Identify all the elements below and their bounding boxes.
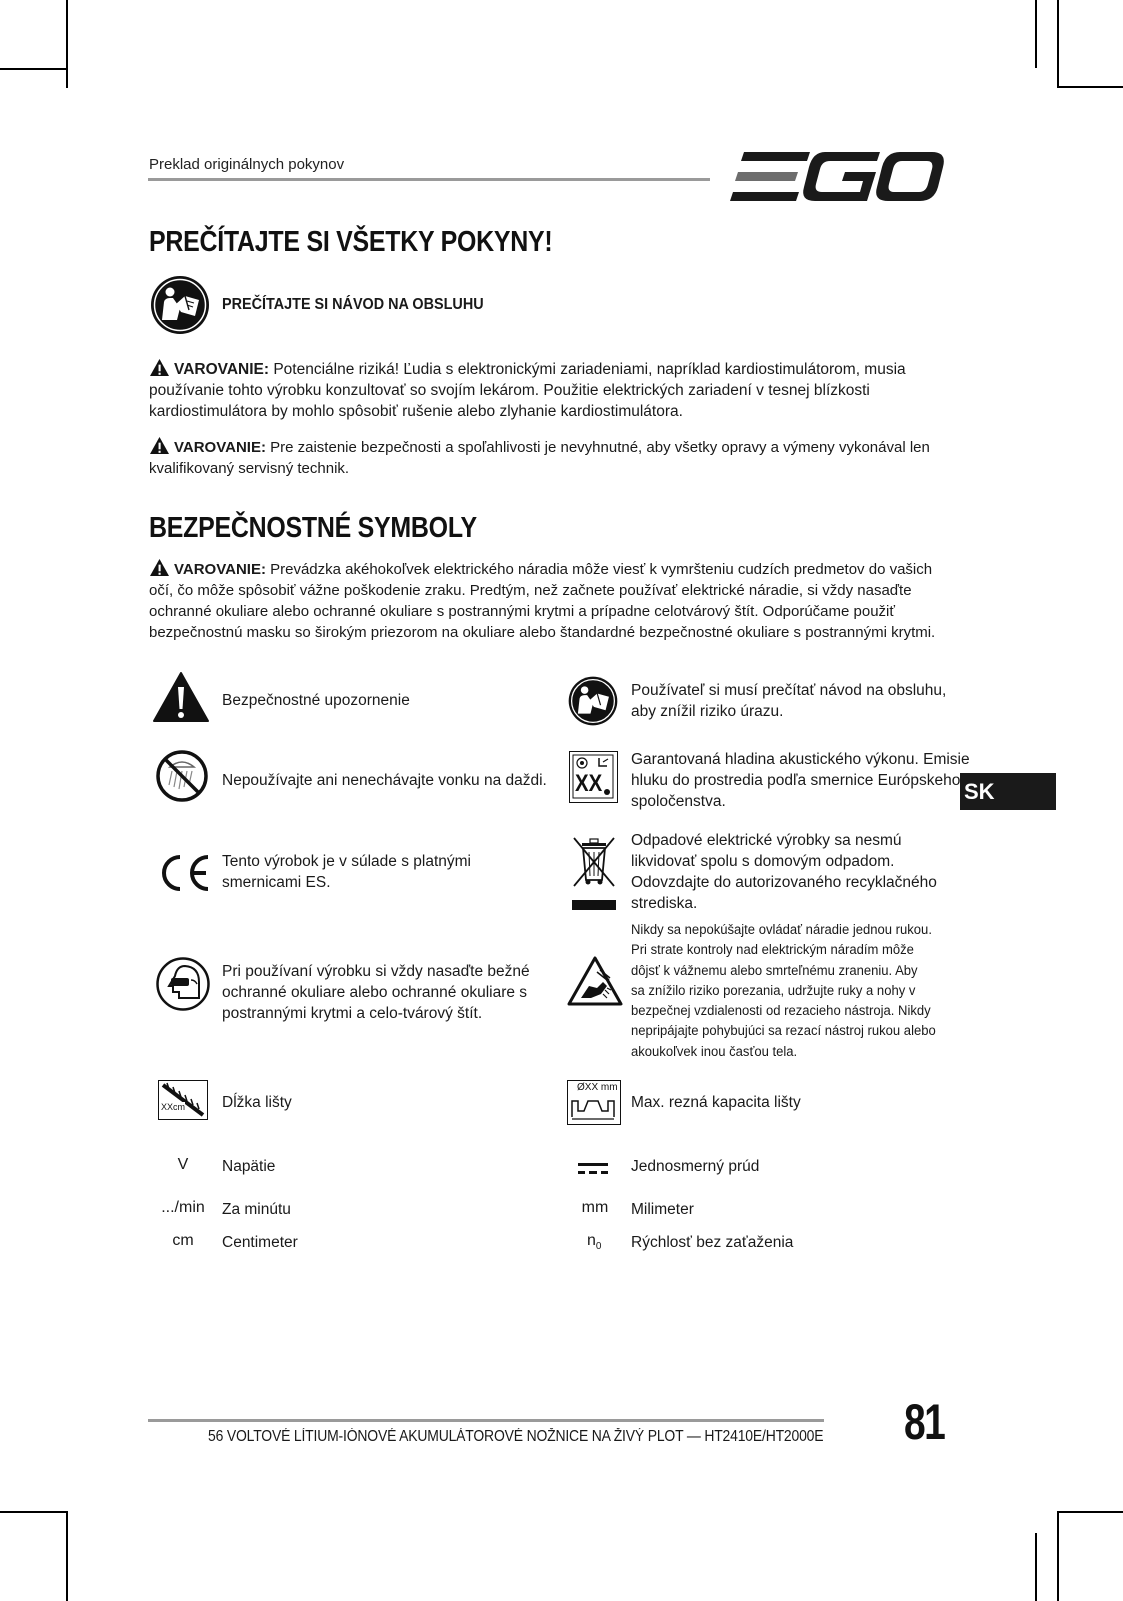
two-hand-line: akoukoľvek inou časťou tela. [631, 1043, 798, 1060]
read-manual-icon [567, 675, 619, 727]
warning-prefix: VAROVANIE: [174, 361, 270, 378]
max-cut-icon-text: ØXX mm [577, 1082, 618, 1093]
warning-text: kardiostimulátora by mohlo spôsobiť rušenie alebo zlyhanie kardiostimulátora. [149, 403, 683, 420]
footer-product-title: 56 VOLTOVÉ LÍTIUM-IÓNOVÉ AKUMULÁTOROVÉ NOŽNICE NA ŽIVÝ PLOT — HT2410E/HT2000E [208, 1428, 824, 1445]
ce-label-line: Tento výrobok je v súlade s platnými [222, 853, 471, 870]
page-title: PREČÍTAJTE SI VŠETKY POKYNY! [149, 226, 553, 258]
crop-mark [66, 1511, 68, 1601]
max-cut-capacity-label: Max. rezná kapacita lišty [631, 1094, 801, 1111]
no-load-speed-symbol-sub: 0 [595, 1241, 602, 1253]
warning-text: Pre zaistenie bezpečnosti a spoľahlivosti je nevyhnutné, aby všetky opravy a výmeny vykonával len [265, 439, 930, 456]
bar-length-label: Dĺžka lišty [222, 1094, 292, 1111]
two-hand-operation-warning-icon [567, 956, 623, 1006]
weee-line: Odovzdajte do autorizovaného recyklačného [631, 874, 937, 891]
sound-power-icon-text: XX [575, 770, 603, 797]
weee-line: strediska. [631, 895, 698, 912]
warning-prefix: VAROVANIE: [174, 561, 266, 578]
ce-label-line: smernicami ES. [222, 874, 331, 891]
crop-mark [1057, 1511, 1059, 1601]
millimeter-symbol: mm [581, 1199, 609, 1216]
section-title: BEZPEČNOSTNÉ SYMBOLY [149, 512, 477, 544]
crop-mark [1035, 0, 1037, 68]
warning-icon [149, 358, 170, 377]
warning-prefix: VAROVANIE: [174, 439, 266, 456]
weee-label [631, 830, 937, 914]
header-rule [148, 178, 710, 181]
two-hand-line: Nikdy sa nepokúšajte ovládať náradie jednou rukou. [631, 922, 932, 938]
warning-icon [149, 558, 170, 577]
crop-mark [66, 0, 68, 88]
crop-mark [0, 1511, 68, 1513]
read-manual-line: Používateľ si musí prečítať návod na obsluhu, [631, 682, 947, 699]
warning-text: používanie tohto výrobku konzultovať so svojím lekárom. Použitie elektrických zariadení v tesnej blízkosti [149, 382, 870, 399]
no-rain-label: Nepoužívajte ani nenechávajte vonku na daždi. [222, 772, 547, 789]
page-number: 81 [904, 1394, 945, 1450]
eye-protection-line: Pri používaní výrobku si vždy nasaďte bežné [222, 963, 530, 980]
warning-eye-protection [149, 558, 979, 643]
crop-mark [1057, 0, 1059, 88]
direct-current-label: Jednosmerný prúd [631, 1158, 760, 1175]
weee-bin-icon [570, 834, 618, 912]
weee-line: likvidovať spolu s domovým odpadom. [631, 853, 895, 870]
two-hand-line: sa znížilo riziko porezania, udržujte ruky a nohy v [631, 982, 916, 999]
cutting-teeth-icon [568, 1081, 619, 1123]
per-minute-symbol: .../min [161, 1199, 205, 1216]
crop-mark [0, 68, 68, 70]
footer-rule [148, 1419, 824, 1422]
no-load-speed-symbol-n: n [587, 1232, 596, 1249]
max-cut-capacity-icon [567, 1080, 621, 1125]
read-manual-label: PREČÍTAJTE SI NÁVOD NA OBSLUHU [222, 296, 484, 313]
sound-power-icon [569, 751, 618, 803]
no-load-speed-symbol [587, 1232, 601, 1252]
millimeter-label: Milimeter [631, 1201, 694, 1218]
section-title-safety-symbols [149, 512, 530, 545]
two-hand-line: Pri strate kontroly nad elektrickým náradím môže [631, 942, 914, 959]
warning-text: očí, čo môže spôsobiť vážne poškodenie zraku. Predtým, než začnete používať elektrické náradie, si vždy nasaďte [149, 582, 912, 599]
crop-mark [1035, 1533, 1037, 1601]
warning-pacemaker [149, 358, 949, 422]
no-load-speed-label: Rýchlosť bez zaťaženia [631, 1234, 794, 1251]
safety-alert-icon [152, 671, 210, 723]
weee-line: Odpadové elektrické výrobky sa nesmú [631, 832, 902, 849]
sound-power-line: Garantovaná hladina akustického výkonu. Emisie [631, 751, 970, 768]
hedge-bar-icon [159, 1081, 208, 1120]
two-hand-operation-label [631, 920, 962, 1062]
language-tab [960, 773, 1056, 810]
ce-mark-icon [158, 853, 212, 893]
two-hand-line: bezpečnej vzdialenosti od rezacieho nástroja. Nikdy [631, 1003, 931, 1020]
warning-text: bezpečnostnú masku so širokým priezorom na okuliare alebo štandardné bezpečnostné okuliare s postrannými krytmi. [149, 624, 936, 641]
warning-text: kvalifikovaný servisný technik. [149, 460, 350, 477]
read-manual-symbol-label [631, 680, 946, 722]
warning-icon [149, 436, 170, 455]
no-rain-icon [155, 749, 209, 803]
eye-protection-icon [155, 956, 211, 1012]
ce-label [222, 851, 471, 893]
sound-power-label [631, 749, 970, 812]
crop-mark [1057, 86, 1123, 88]
warning-text: ochranné okuliare alebo ochranné okuliare s postrannými krytmi a prípadne celotvárový štít. Odporúčame použiť [149, 603, 896, 620]
two-hand-line: nepripájajte pohybujúci sa rezací nástroj rukou alebo [631, 1023, 936, 1040]
language-tab-label: SK [964, 779, 995, 804]
volt-symbol: V [177, 1156, 189, 1173]
eye-protection-label [222, 961, 530, 1024]
warning-text: Potenciálne riziká! Ľudia s elektronickými zariadeniami, napríklad kardiostimulátorom, musia [269, 361, 906, 378]
warning-text: Prevádzka akéhokoľvek elektrického náradia môže viesť k vymršteniu cudzích predmetov do vašich [265, 561, 933, 578]
bar-length-icon [158, 1080, 208, 1120]
warning-service [149, 436, 969, 479]
bar-length-icon-text: XXcm [161, 1102, 186, 1112]
safety-alert-label: Bezpečnostné upozornenie [222, 692, 410, 709]
eye-protection-line: ochranné okuliare alebo ochranné okuliare s [222, 984, 528, 1001]
read-manual-icon [149, 274, 211, 336]
read-manual-line: aby znížil riziko úrazu. [631, 703, 784, 720]
eye-protection-line: postrannými krytmi a celo-tvárový štít. [222, 1005, 483, 1022]
direct-current-icon [578, 1162, 608, 1176]
crop-mark [1057, 1511, 1123, 1513]
two-hand-line: dôjsť k vážnemu alebo smrteľnému zraneniu. Aby [631, 962, 918, 979]
sound-power-line: hluku do prostredia podľa smernice Európskeho [631, 772, 961, 789]
volt-label: Napätie [222, 1158, 276, 1175]
per-minute-label: Za minútu [222, 1201, 291, 1218]
sound-power-line: spoločenstva. [631, 793, 726, 810]
centimeter-label: Centimeter [222, 1234, 298, 1251]
header-label: Preklad originálnych pokynov [149, 156, 345, 173]
centimeter-symbol: cm [172, 1232, 194, 1249]
section-title-read-instructions [149, 226, 618, 259]
ego-logo [730, 150, 945, 205]
